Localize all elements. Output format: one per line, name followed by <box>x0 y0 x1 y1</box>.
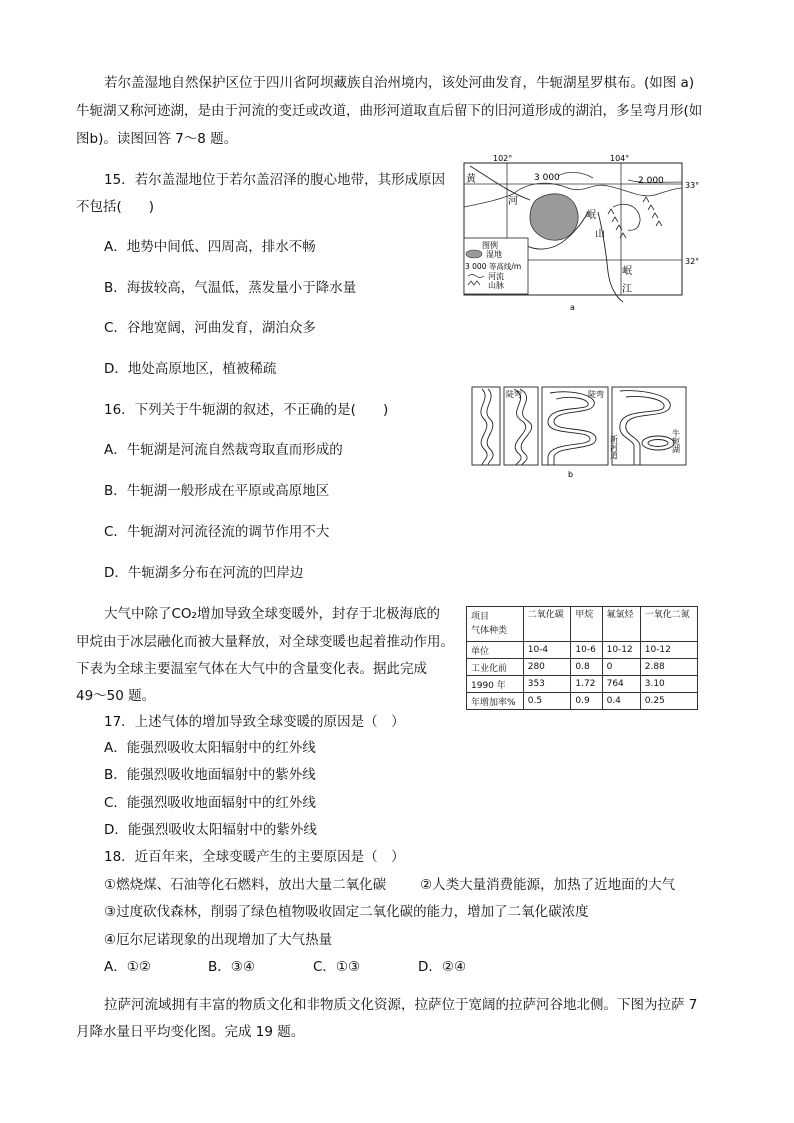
q16-stem: 16．下列关于牛轭湖的叙述，不正确的是( ) <box>104 402 389 418</box>
new-channel-label: 新河道 <box>609 435 619 459</box>
table-row <box>467 693 698 710</box>
intro2-line3: 下表为全球主要温室气体在大气中的含量变化表。据此完成 <box>76 661 427 677</box>
q16-option-b: B．牛轭湖一般形成在平原或高原地区 <box>104 483 330 499</box>
q17-stem: 17．上述气体的增加导致全球变暖的原因是（ ） <box>104 714 405 730</box>
q15-option-b: B．海拔较高，气温低，蒸发量小于降水量 <box>104 280 357 296</box>
map-a-svg <box>458 152 708 314</box>
q18-option-b: B．③④ <box>208 959 255 975</box>
legend-river: 河流 <box>488 272 504 281</box>
header-cfc: 氟氯烃 <box>602 607 640 642</box>
figure-b <box>470 385 690 480</box>
table-cell: 0 <box>602 659 640 676</box>
header-ch4: 甲烷 <box>571 607 602 642</box>
header-item: 项目 <box>471 612 490 622</box>
header-n2o: 一氧化二氮 <box>640 607 697 642</box>
lat-bottom-label: 32° <box>685 257 700 266</box>
table-cell: 1990 年 <box>467 676 524 693</box>
intro2-line4: 49～50 题。 <box>76 688 156 704</box>
table-cell: 353 <box>523 676 571 693</box>
map-a-caption: a <box>570 303 575 312</box>
shan-label: 山 <box>595 229 605 240</box>
table-header-corner <box>467 607 524 642</box>
wetland-area <box>530 194 578 240</box>
jiang-label: 江 <box>622 284 632 295</box>
table-cell: 0.25 <box>640 693 697 710</box>
table-cell: 0.8 <box>571 659 602 676</box>
he-label: 河 <box>508 196 518 207</box>
q17-option-d: D．能强烈吸收太阳辐射中的紫外线 <box>104 822 317 838</box>
q18-statement-1: ①燃烧煤、石油等化石燃料，放出大量二氧化碳 <box>104 877 387 893</box>
q18-statement-2: ②人类大量消费能源，加热了近地面的大气 <box>420 877 676 893</box>
header-gas-type: 气体种类 <box>471 626 508 636</box>
table-cell: 年增加率% <box>467 693 524 710</box>
header-co2: 二氧化碳 <box>523 607 571 642</box>
q15-option-c: C．谷地宽阔，河曲发育，湖泊众多 <box>104 320 316 336</box>
table-cell: 2.88 <box>640 659 697 676</box>
table-cell: 单位 <box>467 642 524 659</box>
q18-statement-4: ④厄尔尼诺现象的出现增加了大气热量 <box>104 932 333 948</box>
legend-contour: 3 000 等高线/m <box>465 262 522 271</box>
huang-label: 黄 <box>466 174 476 185</box>
table-cell: 3.10 <box>640 676 697 693</box>
contour-left-label: 3 000 <box>534 173 560 183</box>
q18-option-c: C．①③ <box>313 959 361 975</box>
intro2-line2: 甲烷由于冰层融化而被大量释放，对全球变暖也起着推动作用。 <box>76 634 454 650</box>
legend-mountain: 山脉 <box>488 281 504 290</box>
table-header-row <box>467 607 698 642</box>
intro3-line2: 月降水量日平均变化图。完成 19 题。 <box>76 1024 305 1040</box>
table-row <box>467 659 698 676</box>
q17-option-b: B．能强烈吸收地面辐射中的紫外线 <box>104 767 316 783</box>
q18-statement-3: ③过度砍伐森林，削弱了绿色植物吸收固定二氧化碳的能力，增加了二氧化碳浓度 <box>104 904 589 920</box>
min-river-label-1: 岷 <box>622 266 632 277</box>
lat-top-label: 33° <box>685 181 700 190</box>
table-row <box>467 642 698 659</box>
figure-b-caption: b <box>568 470 574 479</box>
table-cell: 10-12 <box>602 642 640 659</box>
q16-option-d: D．牛轭湖多分布在河流的凹岸边 <box>104 565 304 581</box>
q15-stem-line2: 不包括( ) <box>76 199 155 215</box>
lon-right-label: 104° <box>610 154 630 163</box>
table-cell: 0.9 <box>571 693 602 710</box>
greenhouse-gas-table <box>466 606 698 710</box>
table-cell: 0.5 <box>523 693 571 710</box>
intro1-line3: 图b)。读图回答 7～8 题。 <box>76 131 238 147</box>
min-mountain-label-1: 岷 <box>586 210 596 221</box>
q15-option-d: D．地处高原地区，植被稀疏 <box>104 361 277 377</box>
table-row <box>467 676 698 693</box>
q15-stem-line1: 15．若尔盖湿地位于若尔盖沼泽的腹心地带，其形成原因 <box>104 172 446 188</box>
table-cell: 工业化前 <box>467 659 524 676</box>
oxbow-lake-shape <box>642 436 674 450</box>
q18-stem: 18．近百年来，全球变暖产生的主要原因是（ ） <box>104 849 405 865</box>
q16-option-c: C．牛轭湖对河流径流的调节作用不大 <box>104 524 330 540</box>
table-cell: 280 <box>523 659 571 676</box>
q15-option-a: A．地势中间低、四周高，排水不畅 <box>104 239 316 255</box>
intro1-line2: 牛轭湖又称河迹湖，是由于河流的变迁或改道，曲形河道取直后留下的旧河道形成的湖泊，多呈弯月形(如 <box>76 103 703 119</box>
legend-wetland: 湿地 <box>486 250 502 259</box>
table-cell: 1.72 <box>571 676 602 693</box>
q18-option-a: A．①② <box>104 959 151 975</box>
q16-option-a: A．牛轭湖是河流自然裁弯取直而形成的 <box>104 442 343 458</box>
lon-left-label: 102° <box>493 154 513 163</box>
table-cell: 10-12 <box>640 642 697 659</box>
table-cell: 10-4 <box>523 642 571 659</box>
table-cell: 0.4 <box>602 693 640 710</box>
figure-b-svg <box>470 385 690 480</box>
q17-option-c: C．能强烈吸收地面辐射中的红外线 <box>104 795 316 811</box>
table-cell: 10-6 <box>571 642 602 659</box>
steep-bend-label-1: 陡弯 <box>506 390 522 399</box>
table-cell: 764 <box>602 676 640 693</box>
intro2-line1: 大气中除了CO₂增加导致全球变暖外，封存于北极海底的 <box>104 606 440 622</box>
q18-option-d: D．②④ <box>418 959 467 975</box>
map-a <box>458 152 708 314</box>
intro3-line1: 拉萨河流域拥有丰富的物质文化和非物质文化资源，拉萨位于宽阔的拉萨河谷地北侧。下图为拉萨 7 <box>104 997 698 1013</box>
legend-title: 图例 <box>482 241 498 250</box>
oxbow-lake-label: 牛轭湖 <box>671 429 681 453</box>
intro1-line1: 若尔盖湿地自然保护区位于四川省阿坝藏族自治州境内，该处河曲发育，牛轭湖星罗棋布。(如图 a) <box>104 75 695 91</box>
steep-bend-label-2: 陡弯 <box>588 390 604 399</box>
q17-option-a: A．能强烈吸收太阳辐射中的红外线 <box>104 740 316 756</box>
contour-right-label: 2 000 <box>638 176 664 186</box>
